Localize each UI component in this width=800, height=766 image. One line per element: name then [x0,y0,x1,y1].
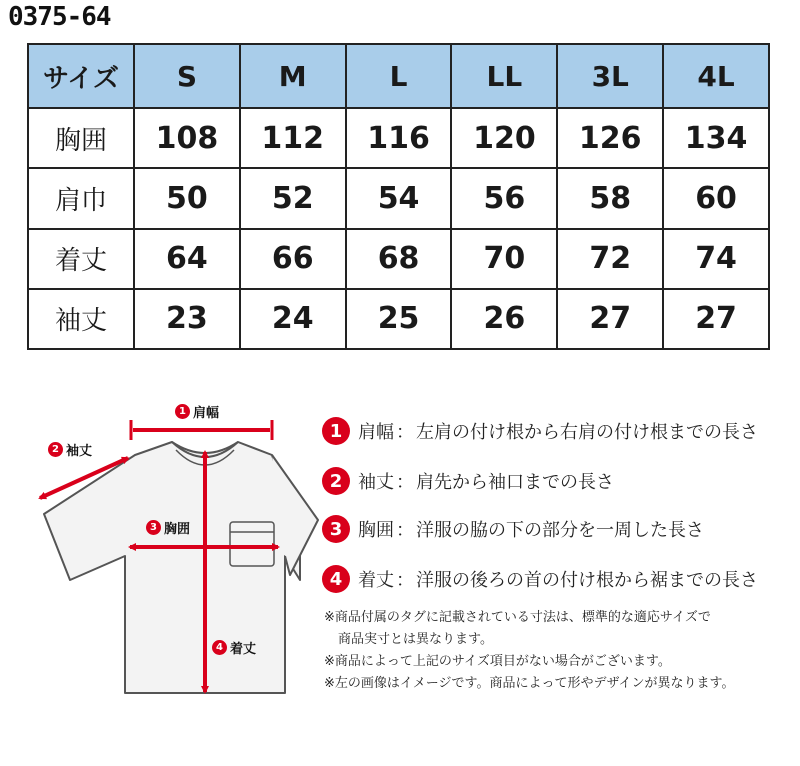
legend-colon: ： [396,472,414,493]
table-row [28,229,769,289]
table-cell: 27 [663,289,769,349]
table-cell: 70 [451,229,557,289]
badge-icon: 2 [48,442,63,457]
diagram-label-sleeve [48,440,92,459]
table-cell: 72 [557,229,663,289]
table-cell: 120 [451,108,557,168]
badge-icon: 3 [146,520,161,535]
table-cell: 134 [663,108,769,168]
diagram-label-text: 肩幅 [193,406,220,421]
table-cell: 25 [346,289,452,349]
badge-icon: 2 [322,467,350,495]
legend-colon: ： [396,570,414,591]
notes [324,607,794,695]
table-row [28,168,769,228]
product-code: 0375-64 [8,2,111,32]
diagram-label-text: 着丈 [230,642,257,657]
table-cell: 108 [134,108,240,168]
table-cell: 54 [346,168,452,228]
badge-icon: 4 [212,640,227,655]
size-header-cell: 4L [663,44,769,108]
table-cell: 116 [346,108,452,168]
note-line: 商品実寸とは異なります。 [338,632,493,647]
legend-term: 肩幅 [358,422,394,443]
legend-term: 着丈 [358,570,394,591]
table-cell: 24 [240,289,346,349]
diagram-label-shoulder [175,402,219,421]
table-cell: 60 [663,168,769,228]
table-cell: 56 [451,168,557,228]
row-label: 胸囲 [28,108,134,168]
legend-term: 胸囲 [358,520,394,541]
diagram-label-chest [146,518,190,537]
row-label: 着丈 [28,229,134,289]
table-cell: 66 [240,229,346,289]
legend-item [322,512,704,546]
badge-icon: 1 [175,404,190,419]
badge-icon: 4 [322,565,350,593]
table-cell: 68 [346,229,452,289]
legend-desc: 肩先から袖口までの長さ [416,472,614,493]
diagram-label-text: 胸囲 [164,522,191,537]
size-table [27,43,770,350]
size-header-cell: 3L [557,44,663,108]
size-header-cell: LL [451,44,557,108]
table-cell: 26 [451,289,557,349]
badge-icon: 3 [322,515,350,543]
table-cell: 27 [557,289,663,349]
table-row [28,108,769,168]
diagram-label-length [212,638,256,657]
table-cell: 126 [557,108,663,168]
table-cell: 52 [240,168,346,228]
legend-desc: 洋服の後ろの首の付け根から裾までの長さ [416,570,758,591]
tshirt-pocket [230,522,274,566]
legend-item [322,414,758,448]
size-header-row [28,44,769,108]
tshirt-illustration [0,360,320,762]
legend-colon: ： [396,520,414,541]
diagram-label-text: 袖丈 [66,444,93,459]
note-line: ※商品によって上記のサイズ項目がない場合がございます。 [324,654,671,669]
table-cell: 64 [134,229,240,289]
tshirt-diagram [0,360,320,762]
size-corner-label: サイズ [28,44,134,108]
legend-item [322,464,614,498]
size-header-cell: S [134,44,240,108]
table-cell: 112 [240,108,346,168]
size-header-cell: L [346,44,452,108]
note-line: ※左の画像はイメージです。商品によって形やデザインが異なります。 [324,676,735,691]
table-cell: 58 [557,168,663,228]
note-line: ※商品付属のタグに記載されている寸法は、標準的な適応サイズで [324,610,711,625]
legend-term: 袖丈 [358,472,394,493]
size-header-cell: M [240,44,346,108]
legend-colon: ： [396,422,414,443]
table-cell: 74 [663,229,769,289]
legend-item [322,562,758,596]
legend-desc: 洋服の脇の下の部分を一周した長さ [416,520,704,541]
row-label: 肩巾 [28,168,134,228]
badge-icon: 1 [322,417,350,445]
table-cell: 50 [134,168,240,228]
legend-desc: 左肩の付け根から右肩の付け根までの長さ [416,422,758,443]
row-label: 袖丈 [28,289,134,349]
table-cell: 23 [134,289,240,349]
table-row [28,289,769,349]
